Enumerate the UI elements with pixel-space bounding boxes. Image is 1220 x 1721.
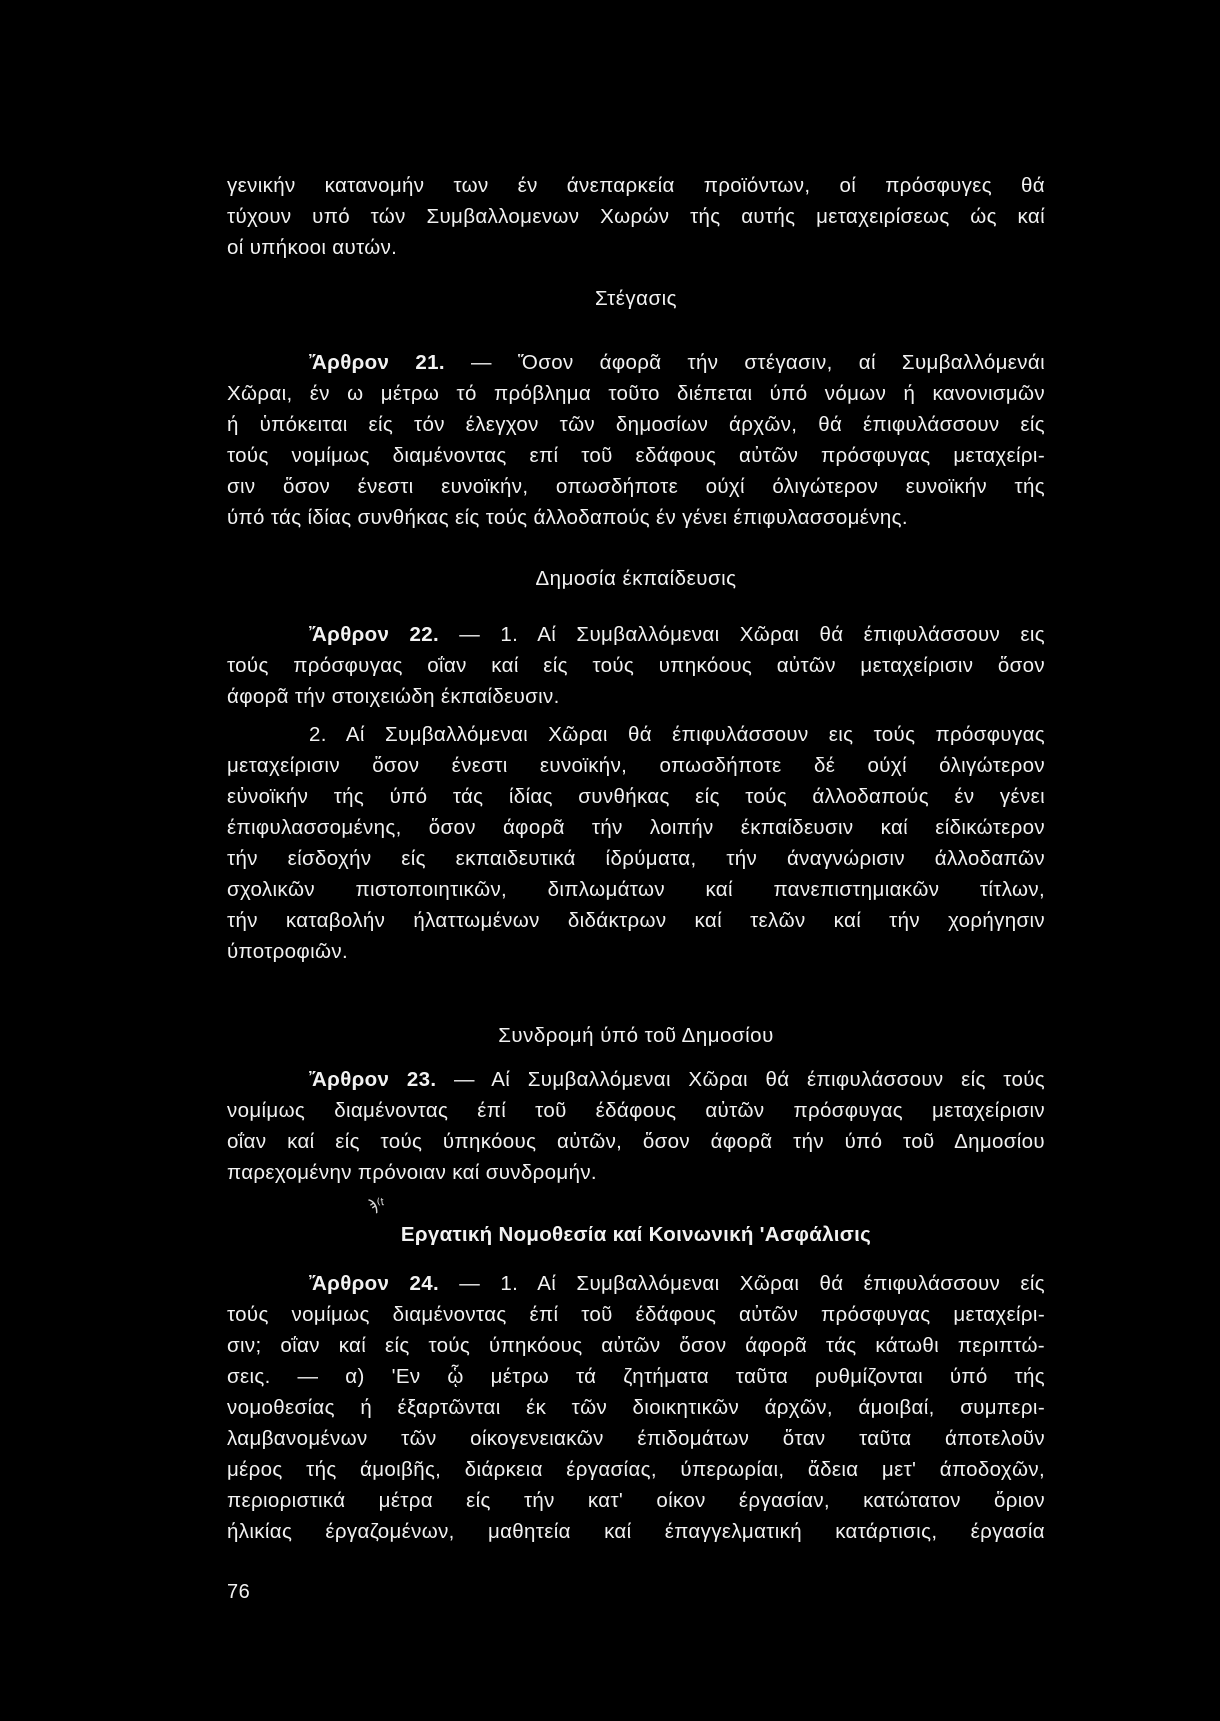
page-number: 76 [227, 1581, 251, 1603]
text-line: νομίμως διαμένοντας έπί τοῦ έδάφους αὐτῶν πρόσφυγας μεταχείρισιν [227, 1099, 1045, 1122]
article-label: Ἄρθρον 21. [309, 351, 445, 374]
text-line: Χῶραι, έν ω μέτρω τό πρόβλημα τοῦτο διέπεται ύπό νόμων ή κανονισμῶν [227, 382, 1045, 405]
article-21-paragraph [227, 347, 1045, 533]
text-line: εὐνοϊκήν τής ύπό τάς ίδίας συνθήκας είς τούς άλλοδαπούς έν γένει [227, 785, 1045, 808]
text-segment: — Αί Συμβαλλόμεναι Χῶραι θά έπιφυλάσσουν είς τούς [453, 1068, 1045, 1091]
text-line: έπιφυλασσομένης, ὅσον άφορᾶ τήν λοιπήν έκπαίδευσιν καί είδικώτερον [227, 816, 1045, 839]
section-heading-labour-legislation: Εργατική Νομοθεσία καί Κοινωνική 'Ασφάλισις [400, 1223, 872, 1246]
text-line: μέρος τής άμοιβῆς, διάρκεια έργασίας, ύπερωρίαι, ἄδεια μετ' άποδοχῶν, [227, 1458, 1045, 1481]
text-line: λαμβανομένων τῶν οίκογενειακῶν έπιδομάτων ὅταν ταῦτα άποτελοῦν [227, 1427, 1045, 1450]
section-heading-housing: Στέγασις [594, 287, 678, 310]
article-label: Ἄρθρον 22. [309, 623, 440, 646]
text-segment: — 1. Αί Συμβαλλόμεναι Χῶραι θά έπιφυλάσσουν εις [459, 623, 1046, 646]
section-heading-public-assistance: Συνδρομή ύπό τοῦ Δημοσίου [498, 1024, 774, 1047]
text-line: τούς νομίμως διαμένοντας επί τοῦ εδάφους αὐτῶν πρόσφυγας μεταχείρι- [227, 444, 1045, 467]
text-line: μεταχείρισιν ὅσον ένεστι ευνοϊκήν, οπωσδήποτε δέ ούχί όλιγώτερον [227, 754, 1045, 777]
article-label: Ἄρθρον 24. [309, 1272, 440, 1295]
article-label: Ἄρθρον 23. [309, 1068, 437, 1091]
text-line: σιν; οΐαν καί είς τούς ύπηκόους αὐτῶν ὅσον άφορᾶ τάς κάτωθι περιπτώ- [227, 1334, 1045, 1357]
text-line: ύποτροφιῶν. [227, 940, 348, 963]
text-line: οί υπήκοοι αυτών. [227, 236, 398, 259]
text-line: νομοθεσίας ή έξαρτῶνται έκ τῶν διοικητικῶν άρχῶν, άμοιβαί, συμπερι- [227, 1396, 1045, 1419]
text-line: τύχουν υπό τών Συμβαλλομενων Χωρών τής αυτής μεταχειρίσεως ώς καί [227, 205, 1045, 228]
text-line: τούς πρόσφυγας οΐαν καί είς τούς υπηκόους αὐτῶν μεταχείρισιν ὅσον [227, 654, 1045, 677]
text-line: σχολικῶν πιστοποιητικῶν, διπλωμάτων καί πανεπιστημιακῶν τίτλων, [227, 878, 1045, 901]
text-line: οΐαν καί είς τούς ύπηκόους αὐτῶν, ὅσον άφορᾶ τήν ύπό τοῦ Δημοσίου [227, 1130, 1045, 1153]
text-line: τούς νομίμως διαμένοντας έπί τοῦ έδάφους αὐτῶν πρόσφυγας μεταχείρι- [227, 1303, 1045, 1326]
section-heading-public-education: Δημοσία έκπαίδευσις [535, 567, 737, 590]
text-line: παρεχομένην πρόνοιαν καί συνδρομήν. [227, 1161, 597, 1184]
article-22-paragraph-1 [227, 619, 1045, 712]
text-line [227, 347, 1045, 378]
text-line: ήλικίας έργαζομένων, μαθητεία καί έπαγγελματική κατάρτισις, έργασία [227, 1520, 1045, 1543]
text-line: τήν είσδοχήν είς εκπαιδευτικά ίδρύματα, τήν άναγνώρισιν άλλοδαπῶν [227, 847, 1045, 870]
handwritten-mark: ϡ⁽ᵗ [366, 1195, 386, 1216]
text-line [227, 719, 1045, 750]
text-segment: 2. Αί Συμβαλλόμεναι Χῶραι θά έπιφυλάσσουν εις τούς πρόσφυγας [309, 723, 1045, 746]
text-segment: — Ὅσον άφορᾶ τήν στέγασιν, αί Συμβαλλόμενάι [470, 351, 1046, 374]
article-23-paragraph [227, 1064, 1045, 1188]
text-line: σιν ὅσον ένεστι ευνοϊκήν, οπωσδήποτε ούχί όλιγώτερον ευνοϊκήν τής [227, 475, 1045, 498]
text-line [227, 619, 1045, 650]
text-line [227, 1064, 1045, 1095]
text-line: περιοριστικά μέτρα είς τήν κατ' οίκον έργασίαν, κατώτατον ὅριον [227, 1489, 1045, 1512]
text-line: άφορᾶ τήν στοιχειώδη έκπαίδευσιν. [227, 685, 560, 708]
text-line: σεις. — α) 'Εν ᾧ μέτρω τά ζητήματα ταῦτα ρυθμίζονται ύπό τής [227, 1365, 1045, 1388]
text-line: ύπό τάς ίδίας συνθήκας είς τούς άλλοδαπούς έν γένει έπιφυλασσομένης. [227, 506, 908, 529]
article-22-paragraph-2 [227, 719, 1045, 967]
text-segment: — 1. Αί Συμβαλλόμεναι Χῶραι θά έπιφυλάσσουν είς [459, 1272, 1046, 1295]
text-line: τήν καταβολήν ήλαττωμένων διδάκτρων καί τελῶν καί τήν χορήγησιν [227, 909, 1045, 932]
text-line: ή ὑπόκειται είς τόν έλεγχον τῶν δημοσίων άρχῶν, θά έπιφυλάσσουν είς [227, 413, 1045, 436]
article-24-paragraph [227, 1268, 1045, 1547]
intro-paragraph [227, 170, 1045, 263]
text-line [227, 1268, 1045, 1299]
text-line: γενικήν κατανομήν των έν άνεπαρκεία προϊόντων, οί πρόσφυγες θά [227, 174, 1045, 197]
